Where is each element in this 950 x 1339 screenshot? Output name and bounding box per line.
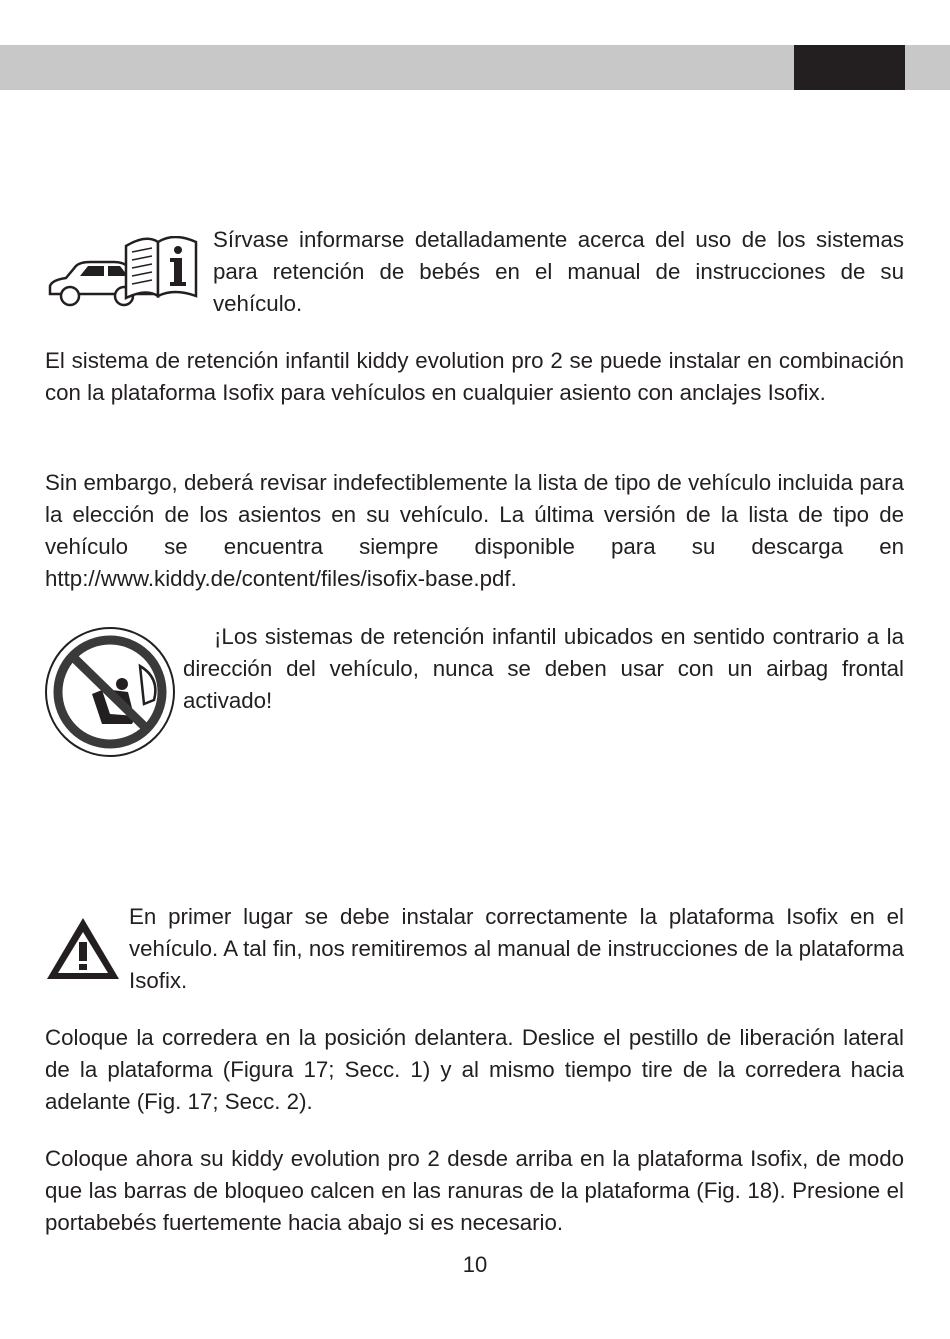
airbag-warning-text: ¡Los sistemas de retención infantil ubicados en sentido contrario a la dirección del vehículo, nunca se deben usar con un airbag frontal activado! bbox=[183, 624, 904, 713]
warning-triangle-icon bbox=[44, 915, 122, 983]
page-number: 10 bbox=[462, 1252, 488, 1277]
isofix-intro-paragraph: El sistema de retención infantil kiddy evolution pro 2 se puede instalar en combinación con la plataforma Isofix para vehículos en cualquier asiento con anclajes Isofix. bbox=[45, 348, 904, 405]
vehicle-list-paragraph: Sin embargo, deberá revisar indefectiblemente la lista de tipo de vehículo incluida para la elección de los asientos en su vehículo. La última versión de la lista de tipo de vehículo se encuentra siempre disponible para su descarga en http://www.kiddy.de/content/files/isofix-base.pdf. bbox=[45, 470, 904, 591]
no-rear-facing-seat-airbag-icon bbox=[44, 626, 176, 758]
caution-notice-text: En primer lugar se debe instalar correctamente la plataforma Isofix en el vehículo. A tal fin, nos remitiremos al manual de instrucciones de la plataforma Isofix. bbox=[129, 904, 904, 993]
place-seat-paragraph: Coloque ahora su kiddy evolution pro 2 desde arriba en la plataforma Isofix, de modo que las barras de bloqueo calcen en las ranuras de la plataforma (Fig. 18). Presione el portabebés fuertemente hacia abajo si es necesario. bbox=[45, 1146, 904, 1235]
info-notice-text: Sírvase informarse detalladamente acerca del uso de los sistemas para retención de bebés en el manual de instrucciones de su vehículo. bbox=[213, 227, 904, 316]
car-manual-info-icon bbox=[44, 236, 200, 312]
slider-step-paragraph: Coloque la corredera en la posición delantera. Deslice el pestillo de liberación lateral de la plataforma (Figura 17; Secc. 1) y al mismo tiempo tire de la corredera hacia adelante (Fig. 17; Secc. 2). bbox=[45, 1025, 904, 1114]
header-tab bbox=[794, 45, 905, 90]
